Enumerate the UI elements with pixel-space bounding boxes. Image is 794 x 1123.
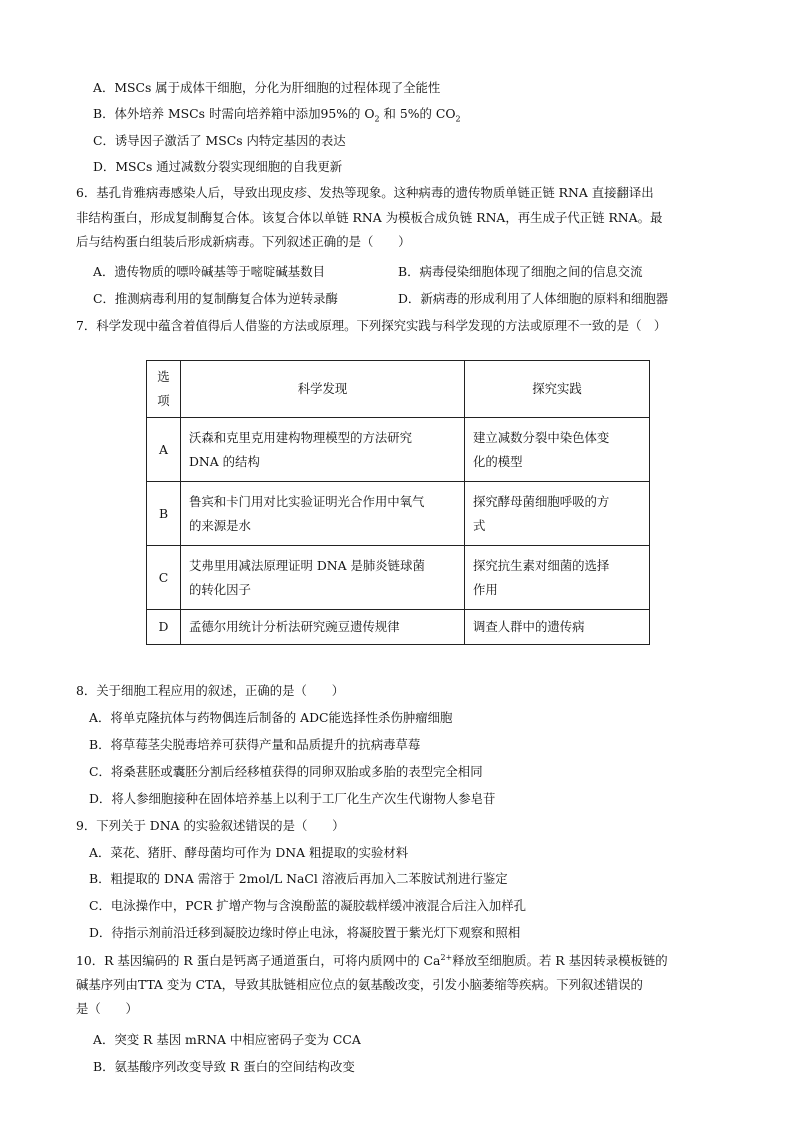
q6-stem-line1: 6．基孔肯雅病毒感染人后，导致出现皮疹、发热等现象。这种病毒的遗传物质单链正链 RNA 直接翻译出 (76, 185, 654, 200)
q10-option-a: A．突变 R 基因 mRNA 中相应密码子变为 CCA (93, 1032, 361, 1047)
header-discovery: 科学发现 (181, 361, 465, 418)
q5-option-a: A．MSCs 属于成体干细胞，分化为肝细胞的过程体现了全能性 (93, 80, 441, 95)
q7-stem: 7．科学发现中蕴含着值得后人借鉴的方法或原理。下列探究实践与科学发现的方法或原理不一致的是（ ） (76, 318, 667, 333)
q10-stem-line3: 是（ ） (76, 1001, 138, 1016)
q9-option-d: D．待指示剂前沿迁移到凝胶边缘时停止电泳，将凝胶置于紫光灯下观察和照相 (89, 925, 521, 940)
row-practice: 调查人群中的遗传病 (465, 610, 650, 645)
q9-stem: 9．下列关于 DNA 的实验叙述错误的是（ ） (76, 818, 345, 833)
q8-option-c: C．将桑葚胚或囊胚分割后经移植获得的同卵双胎或多胎的表型完全相同 (89, 764, 483, 779)
q9-option-c: C．电泳操作中，PCR 扩增产物与含溴酚蓝的凝胶载样缓冲液混合后注入加样孔 (89, 898, 527, 913)
q6-option-b: B．病毒侵染细胞体现了细胞之间的信息交流 (398, 264, 643, 279)
q8-option-d: D．将人参细胞接种在固体培养基上以利于工厂化生产次生代谢物人参皂苷 (89, 791, 496, 806)
table-row (147, 482, 650, 546)
table-row (147, 546, 650, 610)
q5-option-d: D．MSCs 通过减数分裂实现细胞的自我更新 (93, 159, 343, 174)
table-row (147, 418, 650, 482)
row-discovery: 鲁宾和卡门用对比实验证明光合作用中氧气 的来源是水 (181, 482, 465, 546)
q8-option-b: B．将草莓茎尖脱毒培养可获得产量和品质提升的抗病毒草莓 (89, 737, 421, 752)
q10-stem-line1: 10．R 基因编码的 R 蛋白是钙离子通道蛋白，可将内质网中的 $Ca^{2+}$释放至细胞质。若 R 基因转录模板链的 (76, 952, 668, 968)
table-header-row (147, 361, 650, 418)
header-option: 选 项 (147, 361, 181, 418)
q7-table (146, 360, 650, 645)
q6-option-a: A．遗传物质的嘌呤碱基等于嘧啶碱基数目 (93, 264, 325, 279)
q10-option-b: B．氨基酸序列改变导致 R 蛋白的空间结构改变 (93, 1059, 355, 1074)
row-discovery: 艾弗里用减法原理证明 DNA 是肺炎链球菌 的转化因子 (181, 546, 465, 610)
row-discovery: 沃森和克里克用建构物理模型的方法研究 DNA 的结构 (181, 418, 465, 482)
q5-option-c: C．诱导因子激活了 MSCs 内特定基因的表达 (93, 133, 346, 148)
q6-option-c: C．推测病毒利用的复制酶复合体为逆转录酶 (93, 291, 338, 306)
row-option: C (147, 546, 181, 610)
q8-stem: 8．关于细胞工程应用的叙述，正确的是（ ） (76, 683, 345, 698)
q6-stem-line2: 非结构蛋白，形成复制酶复合体。该复合体以单链 RNA 为模板合成负链 RNA，再生成子代正链 RNA。最 (76, 210, 663, 225)
header-practice: 探究实践 (465, 361, 650, 418)
q6-stem-line3: 后与结构蛋白组装后形成新病毒。下列叙述正确的是（ ） (76, 234, 411, 249)
q9-option-b: B．粗提取的 DNA 需溶于 2mol/L NaCl 溶液后再加入二苯胺试剂进行鉴定 (89, 871, 508, 886)
row-practice: 探究酵母菌细胞呼吸的方 式 (465, 482, 650, 546)
q10-stem-line2: 碱基序列由TTA 变为 CTA，导致其肽链相应位点的氨基酸改变，引发小脑萎缩等疾病。下列叙述错误的 (76, 977, 643, 992)
q5-option-b: B．体外培养 MSCs 时需向培养箱中添加95%的 $O_2$ 和 5%的 $CO_2$ (93, 106, 461, 124)
table-row (147, 610, 650, 645)
row-discovery: 孟德尔用统计分析法研究豌豆遗传规律 (181, 610, 465, 645)
q6-option-d: D．新病毒的形成利用了人体细胞的原料和细胞器 (398, 291, 669, 306)
row-option: D (147, 610, 181, 645)
row-practice: 建立减数分裂中染色体变 化的模型 (465, 418, 650, 482)
row-option: A (147, 418, 181, 482)
q9-option-a: A．菜花、猪肝、酵母菌均可作为 DNA 粗提取的实验材料 (89, 845, 409, 860)
row-option: B (147, 482, 181, 546)
q8-option-a: A．将单克隆抗体与药物偶连后制备的 ADC能选择性杀伤肿瘤细胞 (89, 710, 453, 725)
row-practice: 探究抗生素对细菌的选择 作用 (465, 546, 650, 610)
